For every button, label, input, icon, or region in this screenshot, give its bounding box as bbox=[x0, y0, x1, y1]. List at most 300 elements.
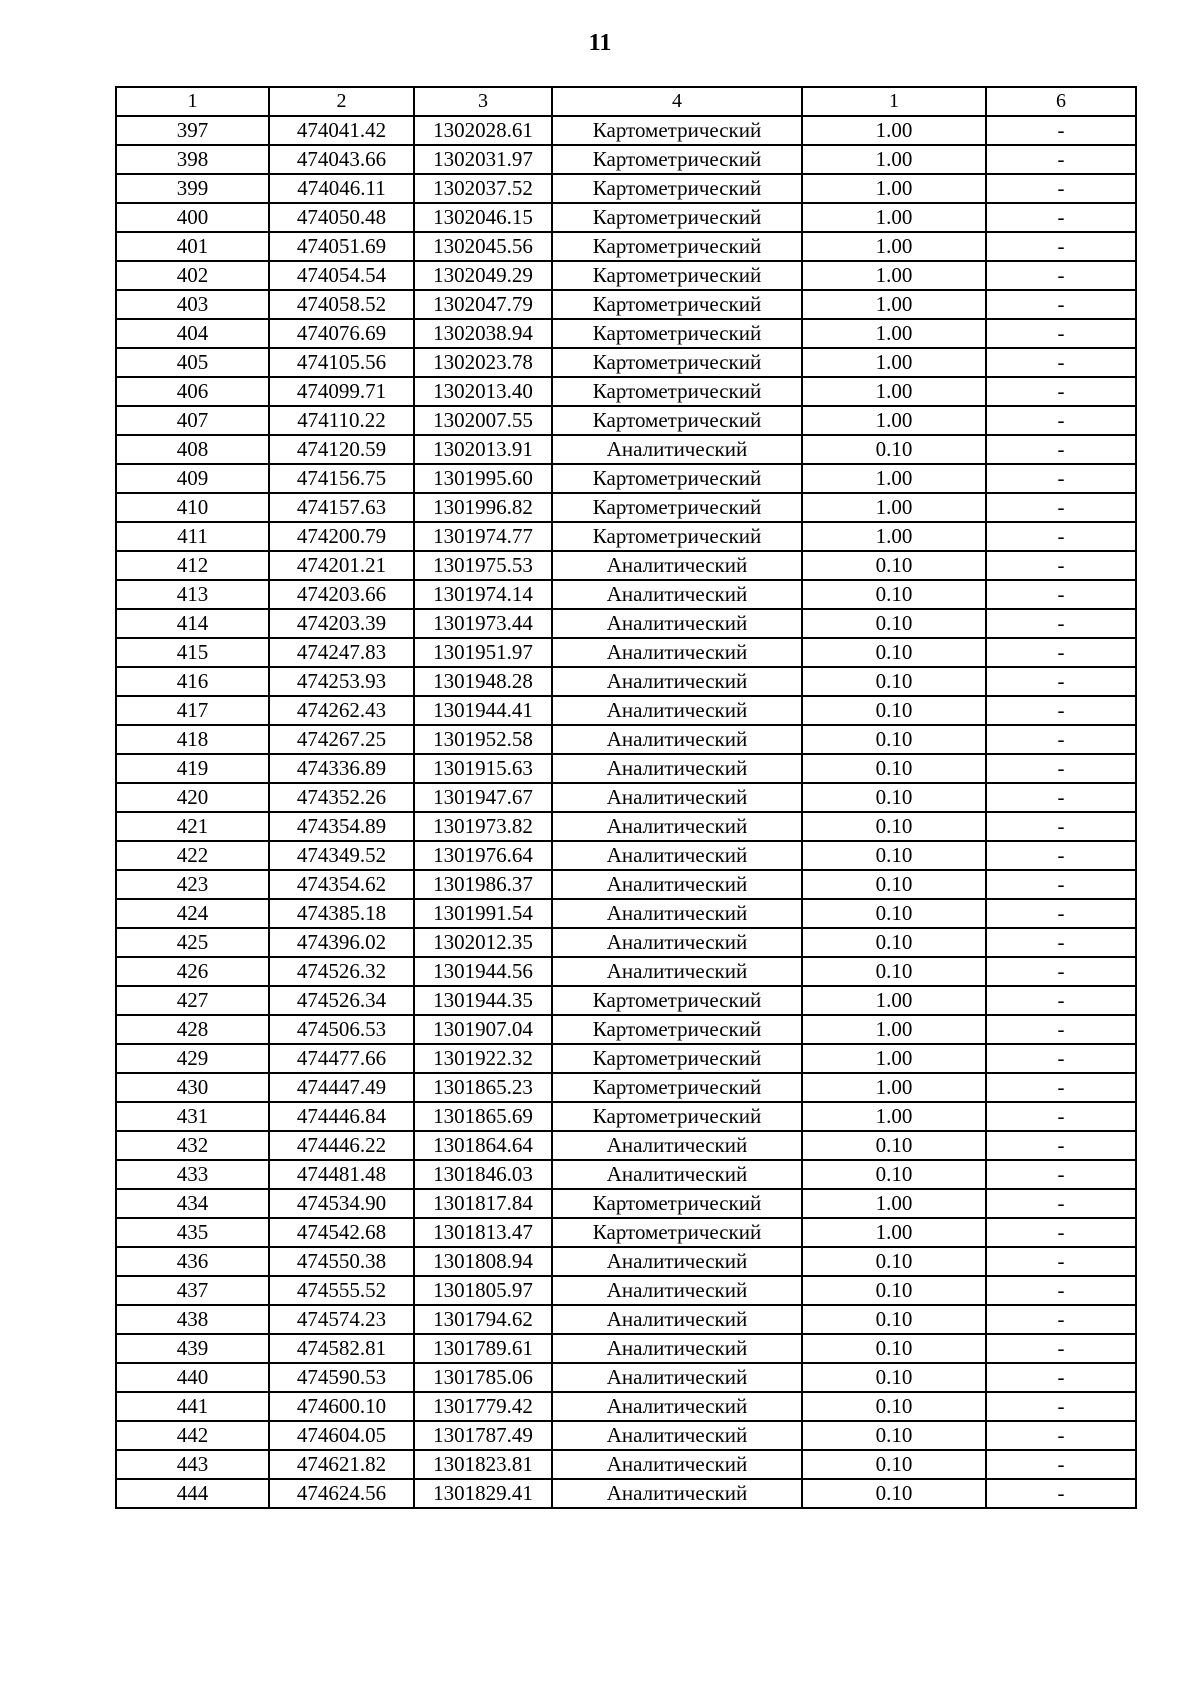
y-coordinate-cell: 1301974.77 bbox=[414, 522, 552, 551]
note-cell: - bbox=[986, 522, 1136, 551]
note-cell: - bbox=[986, 609, 1136, 638]
note-cell: - bbox=[986, 957, 1136, 986]
table-row bbox=[116, 899, 1136, 928]
x-coordinate-cell: 474582.81 bbox=[269, 1334, 414, 1363]
table-row bbox=[116, 696, 1136, 725]
accuracy-cell: 0.10 bbox=[802, 1334, 986, 1363]
method-cell: Аналитический bbox=[552, 1334, 802, 1363]
y-coordinate-cell: 1301986.37 bbox=[414, 870, 552, 899]
point-number-cell: 429 bbox=[116, 1044, 269, 1073]
point-number-cell: 404 bbox=[116, 319, 269, 348]
note-cell: - bbox=[986, 899, 1136, 928]
y-coordinate-cell: 1301813.47 bbox=[414, 1218, 552, 1247]
note-cell: - bbox=[986, 725, 1136, 754]
accuracy-cell: 0.10 bbox=[802, 783, 986, 812]
accuracy-cell: 0.10 bbox=[802, 580, 986, 609]
note-cell: - bbox=[986, 870, 1136, 899]
y-coordinate-cell: 1301944.41 bbox=[414, 696, 552, 725]
x-coordinate-cell: 474352.26 bbox=[269, 783, 414, 812]
column-header: 1 bbox=[802, 87, 986, 116]
point-number-cell: 442 bbox=[116, 1421, 269, 1450]
table-row bbox=[116, 1073, 1136, 1102]
point-number-cell: 423 bbox=[116, 870, 269, 899]
x-coordinate-cell: 474481.48 bbox=[269, 1160, 414, 1189]
table-row bbox=[116, 1450, 1136, 1479]
table-row bbox=[116, 1044, 1136, 1073]
note-cell: - bbox=[986, 348, 1136, 377]
point-number-cell: 427 bbox=[116, 986, 269, 1015]
note-cell: - bbox=[986, 1276, 1136, 1305]
point-number-cell: 430 bbox=[116, 1073, 269, 1102]
table-row bbox=[116, 667, 1136, 696]
note-cell: - bbox=[986, 1073, 1136, 1102]
accuracy-cell: 1.00 bbox=[802, 377, 986, 406]
point-number-cell: 425 bbox=[116, 928, 269, 957]
note-cell: - bbox=[986, 551, 1136, 580]
note-cell: - bbox=[986, 464, 1136, 493]
method-cell: Картометрический bbox=[552, 1015, 802, 1044]
table-row bbox=[116, 1218, 1136, 1247]
note-cell: - bbox=[986, 1479, 1136, 1508]
method-cell: Аналитический bbox=[552, 928, 802, 957]
table-row bbox=[116, 1189, 1136, 1218]
y-coordinate-cell: 1301865.69 bbox=[414, 1102, 552, 1131]
point-number-cell: 405 bbox=[116, 348, 269, 377]
note-cell: - bbox=[986, 841, 1136, 870]
note-cell: - bbox=[986, 812, 1136, 841]
accuracy-cell: 1.00 bbox=[802, 232, 986, 261]
table-row bbox=[116, 1305, 1136, 1334]
point-number-cell: 420 bbox=[116, 783, 269, 812]
accuracy-cell: 0.10 bbox=[802, 1450, 986, 1479]
point-number-cell: 412 bbox=[116, 551, 269, 580]
note-cell: - bbox=[986, 435, 1136, 464]
table-row bbox=[116, 203, 1136, 232]
table-row bbox=[116, 261, 1136, 290]
accuracy-cell: 0.10 bbox=[802, 1131, 986, 1160]
x-coordinate-cell: 474051.69 bbox=[269, 232, 414, 261]
table-row bbox=[116, 1334, 1136, 1363]
accuracy-cell: 0.10 bbox=[802, 1160, 986, 1189]
point-number-cell: 402 bbox=[116, 261, 269, 290]
y-coordinate-cell: 1301996.82 bbox=[414, 493, 552, 522]
y-coordinate-cell: 1302013.91 bbox=[414, 435, 552, 464]
method-cell: Аналитический bbox=[552, 899, 802, 928]
table-row bbox=[116, 812, 1136, 841]
note-cell: - bbox=[986, 261, 1136, 290]
x-coordinate-cell: 474203.39 bbox=[269, 609, 414, 638]
point-number-cell: 438 bbox=[116, 1305, 269, 1334]
x-coordinate-cell: 474076.69 bbox=[269, 319, 414, 348]
note-cell: - bbox=[986, 1131, 1136, 1160]
y-coordinate-cell: 1301817.84 bbox=[414, 1189, 552, 1218]
note-cell: - bbox=[986, 1421, 1136, 1450]
method-cell: Картометрический bbox=[552, 493, 802, 522]
accuracy-cell: 1.00 bbox=[802, 203, 986, 232]
method-cell: Аналитический bbox=[552, 696, 802, 725]
table-row bbox=[116, 406, 1136, 435]
point-number-cell: 433 bbox=[116, 1160, 269, 1189]
x-coordinate-cell: 474354.62 bbox=[269, 870, 414, 899]
note-cell: - bbox=[986, 1247, 1136, 1276]
y-coordinate-cell: 1301805.97 bbox=[414, 1276, 552, 1305]
column-header: 6 bbox=[986, 87, 1136, 116]
x-coordinate-cell: 474624.56 bbox=[269, 1479, 414, 1508]
note-cell: - bbox=[986, 116, 1136, 145]
point-number-cell: 397 bbox=[116, 116, 269, 145]
table-row bbox=[116, 1247, 1136, 1276]
method-cell: Аналитический bbox=[552, 1450, 802, 1479]
point-number-cell: 401 bbox=[116, 232, 269, 261]
table-row bbox=[116, 870, 1136, 899]
x-coordinate-cell: 474542.68 bbox=[269, 1218, 414, 1247]
note-cell: - bbox=[986, 1102, 1136, 1131]
x-coordinate-cell: 474041.42 bbox=[269, 116, 414, 145]
note-cell: - bbox=[986, 319, 1136, 348]
y-coordinate-cell: 1301829.41 bbox=[414, 1479, 552, 1508]
x-coordinate-cell: 474336.89 bbox=[269, 754, 414, 783]
point-number-cell: 443 bbox=[116, 1450, 269, 1479]
point-number-cell: 398 bbox=[116, 145, 269, 174]
accuracy-cell: 1.00 bbox=[802, 348, 986, 377]
x-coordinate-cell: 474590.53 bbox=[269, 1363, 414, 1392]
table-row bbox=[116, 551, 1136, 580]
y-coordinate-cell: 1302031.97 bbox=[414, 145, 552, 174]
point-number-cell: 437 bbox=[116, 1276, 269, 1305]
table-row bbox=[116, 957, 1136, 986]
table-row bbox=[116, 754, 1136, 783]
note-cell: - bbox=[986, 1160, 1136, 1189]
note-cell: - bbox=[986, 1189, 1136, 1218]
method-cell: Аналитический bbox=[552, 580, 802, 609]
table-body bbox=[116, 116, 1136, 1508]
table-row bbox=[116, 1160, 1136, 1189]
accuracy-cell: 1.00 bbox=[802, 290, 986, 319]
x-coordinate-cell: 474050.48 bbox=[269, 203, 414, 232]
point-number-cell: 439 bbox=[116, 1334, 269, 1363]
point-number-cell: 435 bbox=[116, 1218, 269, 1247]
x-coordinate-cell: 474247.83 bbox=[269, 638, 414, 667]
method-cell: Картометрический bbox=[552, 232, 802, 261]
y-coordinate-cell: 1302023.78 bbox=[414, 348, 552, 377]
method-cell: Аналитический bbox=[552, 1363, 802, 1392]
method-cell: Картометрический bbox=[552, 1102, 802, 1131]
page-number: 11 bbox=[588, 30, 612, 56]
accuracy-cell: 1.00 bbox=[802, 116, 986, 145]
point-number-cell: 406 bbox=[116, 377, 269, 406]
y-coordinate-cell: 1302047.79 bbox=[414, 290, 552, 319]
note-cell: - bbox=[986, 1305, 1136, 1334]
x-coordinate-cell: 474105.56 bbox=[269, 348, 414, 377]
column-header: 2 bbox=[269, 87, 414, 116]
method-cell: Аналитический bbox=[552, 609, 802, 638]
table-row bbox=[116, 232, 1136, 261]
note-cell: - bbox=[986, 696, 1136, 725]
method-cell: Аналитический bbox=[552, 435, 802, 464]
table-row bbox=[116, 1015, 1136, 1044]
method-cell: Аналитический bbox=[552, 1160, 802, 1189]
accuracy-cell: 1.00 bbox=[802, 406, 986, 435]
point-number-cell: 399 bbox=[116, 174, 269, 203]
y-coordinate-cell: 1301922.32 bbox=[414, 1044, 552, 1073]
point-number-cell: 424 bbox=[116, 899, 269, 928]
point-number-cell: 409 bbox=[116, 464, 269, 493]
accuracy-cell: 1.00 bbox=[802, 1015, 986, 1044]
table-row bbox=[116, 348, 1136, 377]
x-coordinate-cell: 474550.38 bbox=[269, 1247, 414, 1276]
y-coordinate-cell: 1301952.58 bbox=[414, 725, 552, 754]
y-coordinate-cell: 1301808.94 bbox=[414, 1247, 552, 1276]
accuracy-cell: 0.10 bbox=[802, 551, 986, 580]
table-row bbox=[116, 435, 1136, 464]
accuracy-cell: 1.00 bbox=[802, 1218, 986, 1247]
table-row bbox=[116, 580, 1136, 609]
y-coordinate-cell: 1302013.40 bbox=[414, 377, 552, 406]
note-cell: - bbox=[986, 203, 1136, 232]
y-coordinate-cell: 1301991.54 bbox=[414, 899, 552, 928]
method-cell: Аналитический bbox=[552, 1247, 802, 1276]
y-coordinate-cell: 1301974.14 bbox=[414, 580, 552, 609]
point-number-cell: 434 bbox=[116, 1189, 269, 1218]
y-coordinate-cell: 1301951.97 bbox=[414, 638, 552, 667]
note-cell: - bbox=[986, 1218, 1136, 1247]
x-coordinate-cell: 474099.71 bbox=[269, 377, 414, 406]
x-coordinate-cell: 474526.34 bbox=[269, 986, 414, 1015]
method-cell: Аналитический bbox=[552, 1131, 802, 1160]
note-cell: - bbox=[986, 1392, 1136, 1421]
accuracy-cell: 1.00 bbox=[802, 464, 986, 493]
y-coordinate-cell: 1301787.49 bbox=[414, 1421, 552, 1450]
point-number-cell: 416 bbox=[116, 667, 269, 696]
note-cell: - bbox=[986, 406, 1136, 435]
x-coordinate-cell: 474054.54 bbox=[269, 261, 414, 290]
table-row bbox=[116, 1102, 1136, 1131]
x-coordinate-cell: 474203.66 bbox=[269, 580, 414, 609]
y-coordinate-cell: 1301944.35 bbox=[414, 986, 552, 1015]
accuracy-cell: 0.10 bbox=[802, 609, 986, 638]
table-row bbox=[116, 1421, 1136, 1450]
y-coordinate-cell: 1301995.60 bbox=[414, 464, 552, 493]
table-row bbox=[116, 116, 1136, 145]
point-number-cell: 426 bbox=[116, 957, 269, 986]
accuracy-cell: 1.00 bbox=[802, 1073, 986, 1102]
method-cell: Картометрический bbox=[552, 522, 802, 551]
y-coordinate-cell: 1301779.42 bbox=[414, 1392, 552, 1421]
accuracy-cell: 1.00 bbox=[802, 522, 986, 551]
method-cell: Картометрический bbox=[552, 377, 802, 406]
x-coordinate-cell: 474120.59 bbox=[269, 435, 414, 464]
table-row bbox=[116, 522, 1136, 551]
y-coordinate-cell: 1301907.04 bbox=[414, 1015, 552, 1044]
x-coordinate-cell: 474157.63 bbox=[269, 493, 414, 522]
note-cell: - bbox=[986, 1334, 1136, 1363]
y-coordinate-cell: 1301976.64 bbox=[414, 841, 552, 870]
accuracy-cell: 0.10 bbox=[802, 928, 986, 957]
method-cell: Аналитический bbox=[552, 638, 802, 667]
y-coordinate-cell: 1302046.15 bbox=[414, 203, 552, 232]
accuracy-cell: 0.10 bbox=[802, 754, 986, 783]
y-coordinate-cell: 1301915.63 bbox=[414, 754, 552, 783]
accuracy-cell: 0.10 bbox=[802, 1421, 986, 1450]
note-cell: - bbox=[986, 638, 1136, 667]
x-coordinate-cell: 474447.49 bbox=[269, 1073, 414, 1102]
table-row bbox=[116, 1363, 1136, 1392]
accuracy-cell: 0.10 bbox=[802, 638, 986, 667]
x-coordinate-cell: 474446.84 bbox=[269, 1102, 414, 1131]
x-coordinate-cell: 474555.52 bbox=[269, 1276, 414, 1305]
y-coordinate-cell: 1302037.52 bbox=[414, 174, 552, 203]
method-cell: Картометрический bbox=[552, 1073, 802, 1102]
note-cell: - bbox=[986, 145, 1136, 174]
y-coordinate-cell: 1301846.03 bbox=[414, 1160, 552, 1189]
method-cell: Картометрический bbox=[552, 1044, 802, 1073]
x-coordinate-cell: 474058.52 bbox=[269, 290, 414, 319]
x-coordinate-cell: 474156.75 bbox=[269, 464, 414, 493]
x-coordinate-cell: 474446.22 bbox=[269, 1131, 414, 1160]
note-cell: - bbox=[986, 174, 1136, 203]
column-header: 3 bbox=[414, 87, 552, 116]
accuracy-cell: 0.10 bbox=[802, 725, 986, 754]
method-cell: Картометрический bbox=[552, 203, 802, 232]
accuracy-cell: 1.00 bbox=[802, 261, 986, 290]
note-cell: - bbox=[986, 290, 1136, 319]
method-cell: Аналитический bbox=[552, 1421, 802, 1450]
accuracy-cell: 1.00 bbox=[802, 1044, 986, 1073]
accuracy-cell: 0.10 bbox=[802, 1305, 986, 1334]
method-cell: Аналитический bbox=[552, 1392, 802, 1421]
column-header: 1 bbox=[116, 87, 269, 116]
table-row bbox=[116, 145, 1136, 174]
note-cell: - bbox=[986, 1015, 1136, 1044]
method-cell: Аналитический bbox=[552, 841, 802, 870]
y-coordinate-cell: 1302045.56 bbox=[414, 232, 552, 261]
method-cell: Картометрический bbox=[552, 986, 802, 1015]
x-coordinate-cell: 474477.66 bbox=[269, 1044, 414, 1073]
x-coordinate-cell: 474200.79 bbox=[269, 522, 414, 551]
point-number-cell: 441 bbox=[116, 1392, 269, 1421]
method-cell: Аналитический bbox=[552, 1276, 802, 1305]
note-cell: - bbox=[986, 1044, 1136, 1073]
y-coordinate-cell: 1302049.29 bbox=[414, 261, 552, 290]
table-row bbox=[116, 1479, 1136, 1508]
note-cell: - bbox=[986, 580, 1136, 609]
table-row bbox=[116, 638, 1136, 667]
accuracy-cell: 1.00 bbox=[802, 986, 986, 1015]
accuracy-cell: 0.10 bbox=[802, 899, 986, 928]
x-coordinate-cell: 474267.25 bbox=[269, 725, 414, 754]
accuracy-cell: 0.10 bbox=[802, 1363, 986, 1392]
point-number-cell: 408 bbox=[116, 435, 269, 464]
method-cell: Картометрический bbox=[552, 348, 802, 377]
y-coordinate-cell: 1301944.56 bbox=[414, 957, 552, 986]
accuracy-cell: 0.10 bbox=[802, 870, 986, 899]
method-cell: Картометрический bbox=[552, 406, 802, 435]
y-coordinate-cell: 1301948.28 bbox=[414, 667, 552, 696]
x-coordinate-cell: 474349.52 bbox=[269, 841, 414, 870]
y-coordinate-cell: 1301865.23 bbox=[414, 1073, 552, 1102]
table-row bbox=[116, 1276, 1136, 1305]
y-coordinate-cell: 1301785.06 bbox=[414, 1363, 552, 1392]
point-number-cell: 417 bbox=[116, 696, 269, 725]
note-cell: - bbox=[986, 667, 1136, 696]
method-cell: Картометрический bbox=[552, 145, 802, 174]
point-number-cell: 414 bbox=[116, 609, 269, 638]
point-number-cell: 407 bbox=[116, 406, 269, 435]
x-coordinate-cell: 474396.02 bbox=[269, 928, 414, 957]
method-cell: Аналитический bbox=[552, 1479, 802, 1508]
x-coordinate-cell: 474526.32 bbox=[269, 957, 414, 986]
table-row bbox=[116, 377, 1136, 406]
note-cell: - bbox=[986, 754, 1136, 783]
coordinates-table bbox=[115, 86, 1137, 1509]
method-cell: Картометрический bbox=[552, 1218, 802, 1247]
note-cell: - bbox=[986, 377, 1136, 406]
x-coordinate-cell: 474110.22 bbox=[269, 406, 414, 435]
point-number-cell: 418 bbox=[116, 725, 269, 754]
method-cell: Картометрический bbox=[552, 174, 802, 203]
table-row bbox=[116, 174, 1136, 203]
table-row bbox=[116, 319, 1136, 348]
x-coordinate-cell: 474600.10 bbox=[269, 1392, 414, 1421]
y-coordinate-cell: 1302028.61 bbox=[414, 116, 552, 145]
accuracy-cell: 0.10 bbox=[802, 435, 986, 464]
note-cell: - bbox=[986, 232, 1136, 261]
y-coordinate-cell: 1301975.53 bbox=[414, 551, 552, 580]
point-number-cell: 400 bbox=[116, 203, 269, 232]
accuracy-cell: 0.10 bbox=[802, 1479, 986, 1508]
method-cell: Аналитический bbox=[552, 1305, 802, 1334]
accuracy-cell: 1.00 bbox=[802, 1189, 986, 1218]
note-cell: - bbox=[986, 493, 1136, 522]
point-number-cell: 428 bbox=[116, 1015, 269, 1044]
x-coordinate-cell: 474201.21 bbox=[269, 551, 414, 580]
point-number-cell: 421 bbox=[116, 812, 269, 841]
y-coordinate-cell: 1301794.62 bbox=[414, 1305, 552, 1334]
x-coordinate-cell: 474534.90 bbox=[269, 1189, 414, 1218]
accuracy-cell: 0.10 bbox=[802, 1392, 986, 1421]
table-row bbox=[116, 290, 1136, 319]
method-cell: Аналитический bbox=[552, 725, 802, 754]
method-cell: Аналитический bbox=[552, 551, 802, 580]
table-row bbox=[116, 1392, 1136, 1421]
method-cell: Аналитический bbox=[552, 754, 802, 783]
table-row bbox=[116, 464, 1136, 493]
accuracy-cell: 0.10 bbox=[802, 957, 986, 986]
y-coordinate-cell: 1301789.61 bbox=[414, 1334, 552, 1363]
note-cell: - bbox=[986, 783, 1136, 812]
method-cell: Аналитический bbox=[552, 812, 802, 841]
y-coordinate-cell: 1302038.94 bbox=[414, 319, 552, 348]
point-number-cell: 440 bbox=[116, 1363, 269, 1392]
table-row bbox=[116, 928, 1136, 957]
accuracy-cell: 0.10 bbox=[802, 696, 986, 725]
table-header-row bbox=[116, 87, 1136, 116]
y-coordinate-cell: 1302012.35 bbox=[414, 928, 552, 957]
accuracy-cell: 1.00 bbox=[802, 174, 986, 203]
method-cell: Картометрический bbox=[552, 261, 802, 290]
point-number-cell: 431 bbox=[116, 1102, 269, 1131]
accuracy-cell: 0.10 bbox=[802, 1247, 986, 1276]
point-number-cell: 411 bbox=[116, 522, 269, 551]
y-coordinate-cell: 1301864.64 bbox=[414, 1131, 552, 1160]
method-cell: Аналитический bbox=[552, 870, 802, 899]
point-number-cell: 413 bbox=[116, 580, 269, 609]
x-coordinate-cell: 474621.82 bbox=[269, 1450, 414, 1479]
y-coordinate-cell: 1301973.44 bbox=[414, 609, 552, 638]
table-row bbox=[116, 841, 1136, 870]
x-coordinate-cell: 474604.05 bbox=[269, 1421, 414, 1450]
accuracy-cell: 1.00 bbox=[802, 319, 986, 348]
